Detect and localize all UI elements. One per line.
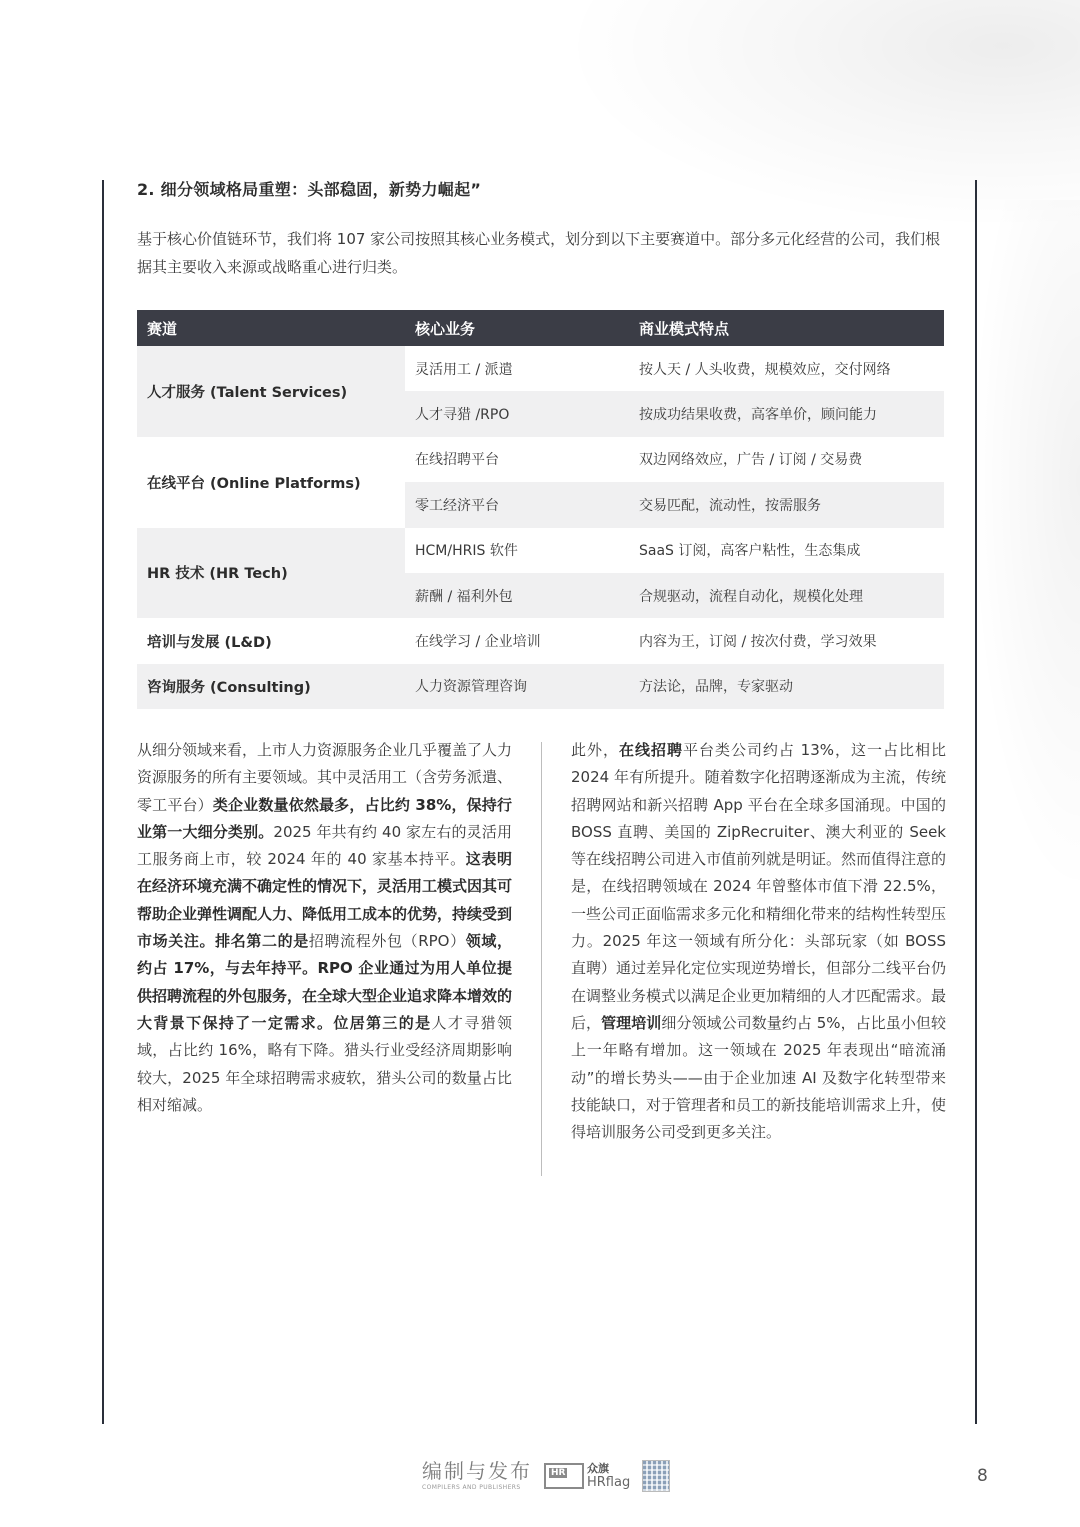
text-run: 细分领域公司数量约占 5%，占比虽小但较上一年略有增加。这一领域在 2025 年表现出“暗流涌动”的增长势头——由于企业加速 AI 及数字化转型带来技能缺口，对于管理者和员工的新技能培训需求上升，使得培训服务公司受到更多关注。 xyxy=(571,1013,947,1142)
track-cell: 人才服务 (Talent Services) xyxy=(137,346,405,437)
footer-publisher-block xyxy=(422,1459,532,1493)
model-cell: 方法论，品牌，专家驱动 xyxy=(629,664,944,709)
header-model: 商业模式特点 xyxy=(629,310,944,346)
model-cell: 按成功结果收费，高客单价，顾问能力 xyxy=(629,391,944,436)
table-row xyxy=(137,437,944,482)
business-cell: 人力资源管理咨询 xyxy=(405,664,629,709)
table-row xyxy=(137,346,944,391)
logo-cn: 众旗 xyxy=(587,1462,609,1475)
text-run: 招聘流程外包（RPO） xyxy=(308,932,466,951)
model-cell: 合规驱动，流程自动化，规模化处理 xyxy=(629,573,944,618)
model-cell: 双边网络效应，广告 / 订阅 / 交易费 xyxy=(629,437,944,482)
logo-mark: HR xyxy=(551,1468,566,1478)
text-run-bold: 这表明在经济环境充满不确定性的情况下，灵活用工模式因其可帮助企业弹性调配人力、降低用工成本的优势，持续受到市场关注。排名第二的是 xyxy=(137,850,513,951)
column-divider xyxy=(541,742,542,1176)
text-run: 2025 年共有约 40 家左右的灵活用工服务商上市，较 2024 年的 40 家基本持平。 xyxy=(137,822,512,869)
page-number: 8 xyxy=(977,1466,988,1486)
text-run-bold: 管理培训 xyxy=(601,1013,662,1032)
segment-table xyxy=(137,310,944,709)
logo-en: HRflag xyxy=(587,1475,631,1490)
background-texture-right xyxy=(970,200,1080,900)
business-cell: HCM/HRIS 软件 xyxy=(405,528,629,573)
text-run-bold: 在线招聘 xyxy=(618,741,683,759)
model-cell: 按人天 / 人头收费，规模效应，交付网络 xyxy=(629,346,944,391)
qr-code-icon xyxy=(642,1460,670,1492)
background-texture xyxy=(560,0,1080,230)
text-run: 平台类公司约占 13%，这一占比相比 2024 年有所提升。随着数字化招聘逐渐成为主流，传统招聘网站和新兴招聘 App 平台在全球多国涌现。中国的 BOSS 直聘、美国的 ZipRecruiter、澳大利亚的 Seek 等在线招聘公司进入市值前列就是明证。然而值得注意的是，在线招聘领域在 2024 年曾整体市值下滑 22.5%，一些公司正面临需求多元化和精细化带来的结构性转型压力。2025 年这一领域有所分化：头部玩家（如 BOSS 直聘）通过差异化定位实现逆势增长，但部分二线平台仍在调整业务模式以满足企业更加精细的人才匹配需求。最后， xyxy=(571,741,947,1032)
text-run-bold: 领域，约占 17%，与去年持平。RPO 企业通过为用人单位提供招聘流程的外包服务，在全球大型企业追求降本增效的大背景下保持了一定需求。位居第三的是 xyxy=(137,932,513,1032)
business-cell: 灵活用工 / 派遣 xyxy=(405,346,629,391)
header-business: 核心业务 xyxy=(405,310,629,346)
business-cell: 人才寻猎 /RPO xyxy=(405,391,629,436)
table-row xyxy=(137,664,944,709)
table-row xyxy=(137,618,944,663)
section-title: 2. 细分领域格局重塑：头部稳固，新势力崛起” xyxy=(137,180,482,199)
model-cell: SaaS 订阅，高客户粘性，生态集成 xyxy=(629,528,944,573)
track-cell: HR 技术 (HR Tech) xyxy=(137,528,405,619)
model-cell: 交易匹配，流动性，按需服务 xyxy=(629,482,944,527)
section-intro: 基于核心价值链环节，我们将 107 家公司按照其核心业务模式，划分到以下主要赛道中。部分多元化经营的公司，我们根据其主要收入来源或战略重心进行归类。 xyxy=(137,230,941,276)
business-cell: 在线招聘平台 xyxy=(405,437,629,482)
footer-title: 编制与发布 xyxy=(422,1459,532,1483)
text-run: 人才寻猎领域，占比约 16%，略有下降。猎头行业受经济周期影响较大，2025 年全球招聘需求疲软，猎头公司的数量占比相对缩减。 xyxy=(137,1013,512,1114)
header-track: 赛道 xyxy=(137,310,405,346)
text-run-bold: 类企业数量依然最多，占比约 38%，保持行业第一大细分类别。 xyxy=(137,795,512,841)
business-cell: 薪酬 / 福利外包 xyxy=(405,573,629,618)
table-row xyxy=(137,528,944,573)
hrflag-logo-icon xyxy=(544,1463,584,1489)
business-cell: 零工经济平台 xyxy=(405,482,629,527)
text-run: 从细分领域来看，上市人力资源服务企业几乎覆盖了人力资源服务的所有主要领域。其中灵活用工（含劳务派遣、零工平台） xyxy=(137,741,513,814)
track-cell: 在线平台 (Online Platforms) xyxy=(137,437,405,528)
table-header-row xyxy=(137,310,944,346)
footer-subtitle: COMPILERS AND PUBLISHERS xyxy=(422,1484,521,1491)
track-cell: 咨询服务 (Consulting) xyxy=(137,664,405,709)
footer xyxy=(422,1456,670,1496)
logo-text xyxy=(587,1462,630,1490)
body-column-left xyxy=(137,737,512,1119)
track-cell: 培训与发展 (L&D) xyxy=(137,618,405,663)
hrflag-logo xyxy=(544,1462,630,1490)
text-run: 此外， xyxy=(571,741,619,759)
body-column-right xyxy=(571,737,946,1146)
business-cell: 在线学习 / 企业培训 xyxy=(405,618,629,663)
page-border-left xyxy=(102,180,104,1424)
page-border-right xyxy=(975,180,977,1424)
model-cell: 内容为王，订阅 / 按次付费，学习效果 xyxy=(629,618,944,663)
